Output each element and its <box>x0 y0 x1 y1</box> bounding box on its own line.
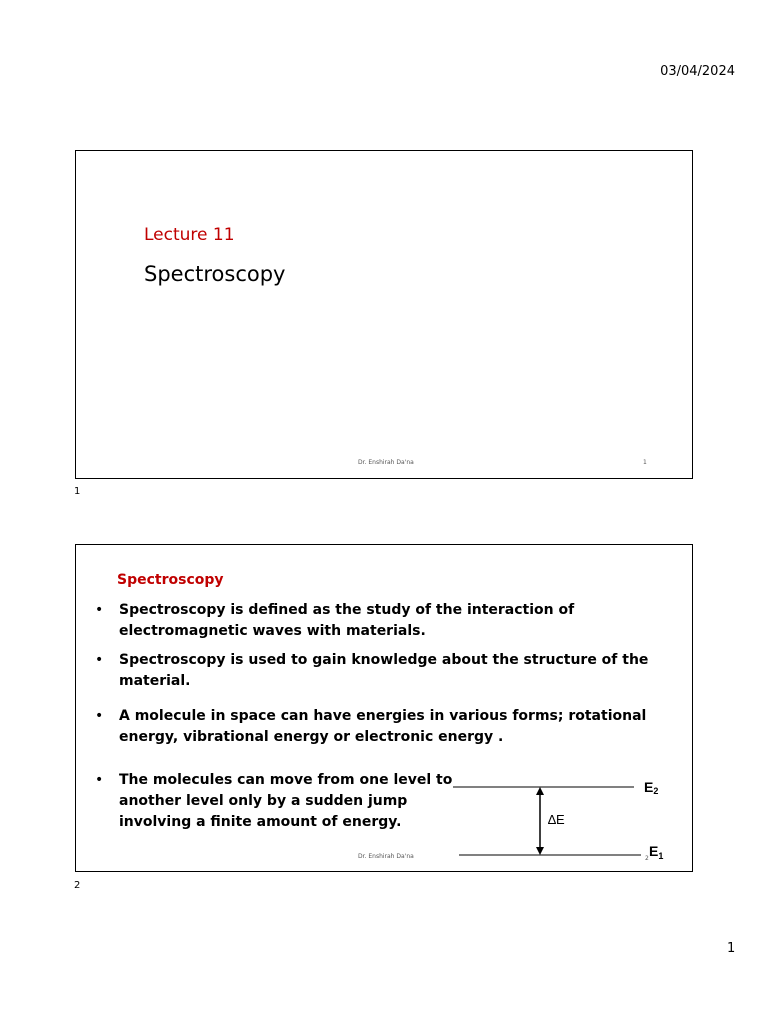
slide-2 <box>75 544 693 872</box>
bullet-item <box>95 600 675 642</box>
bullet-item <box>95 706 675 748</box>
delta-e-label: ∆E <box>548 812 565 827</box>
arrow-head-up <box>536 787 544 795</box>
bullet-text: Spectroscopy is defined as the study of the interaction of electromagnetic waves with materials. <box>119 602 575 639</box>
slide-footer-author: Dr. Enshirah Da'na <box>358 853 414 860</box>
energy-level-diagram <box>446 773 686 863</box>
bullet-item <box>95 650 675 692</box>
arrow-head-down <box>536 847 544 855</box>
bullet-text: The molecules can move from one level to another level only by a sudden jump involving a finite amount of energy. <box>119 772 453 830</box>
slide-footer-number: 1 <box>643 459 647 466</box>
bullet-dot: • <box>95 652 104 668</box>
bullet-dot: • <box>95 708 104 724</box>
slide-index-1: 1 <box>74 486 81 497</box>
lecture-number: Lecture 11 <box>144 225 235 245</box>
slide-1 <box>75 150 693 479</box>
slide-footer-author: Dr. Enshirah Da'na <box>358 459 414 466</box>
section-heading: Spectroscopy <box>117 572 224 588</box>
bullet-dot: • <box>95 772 104 788</box>
bullet-item <box>95 770 455 833</box>
bullet-dot: • <box>95 602 104 618</box>
slide-footer-number: 2 <box>645 855 649 862</box>
lecture-title: Spectroscopy <box>144 262 286 286</box>
slide-index-2: 2 <box>74 880 81 891</box>
bullet-text: Spectroscopy is used to gain knowledge about the structure of the material. <box>119 652 649 689</box>
document-date: 03/04/2024 <box>660 64 735 79</box>
bullet-text: A molecule in space can have energies in various forms; rotational energy, vibrational energy or electronic energy . <box>119 708 647 745</box>
lower-level-label: $E_1$ <box>649 843 664 861</box>
page-number: 1 <box>727 941 736 956</box>
upper-level-label: E2 <box>644 779 659 796</box>
